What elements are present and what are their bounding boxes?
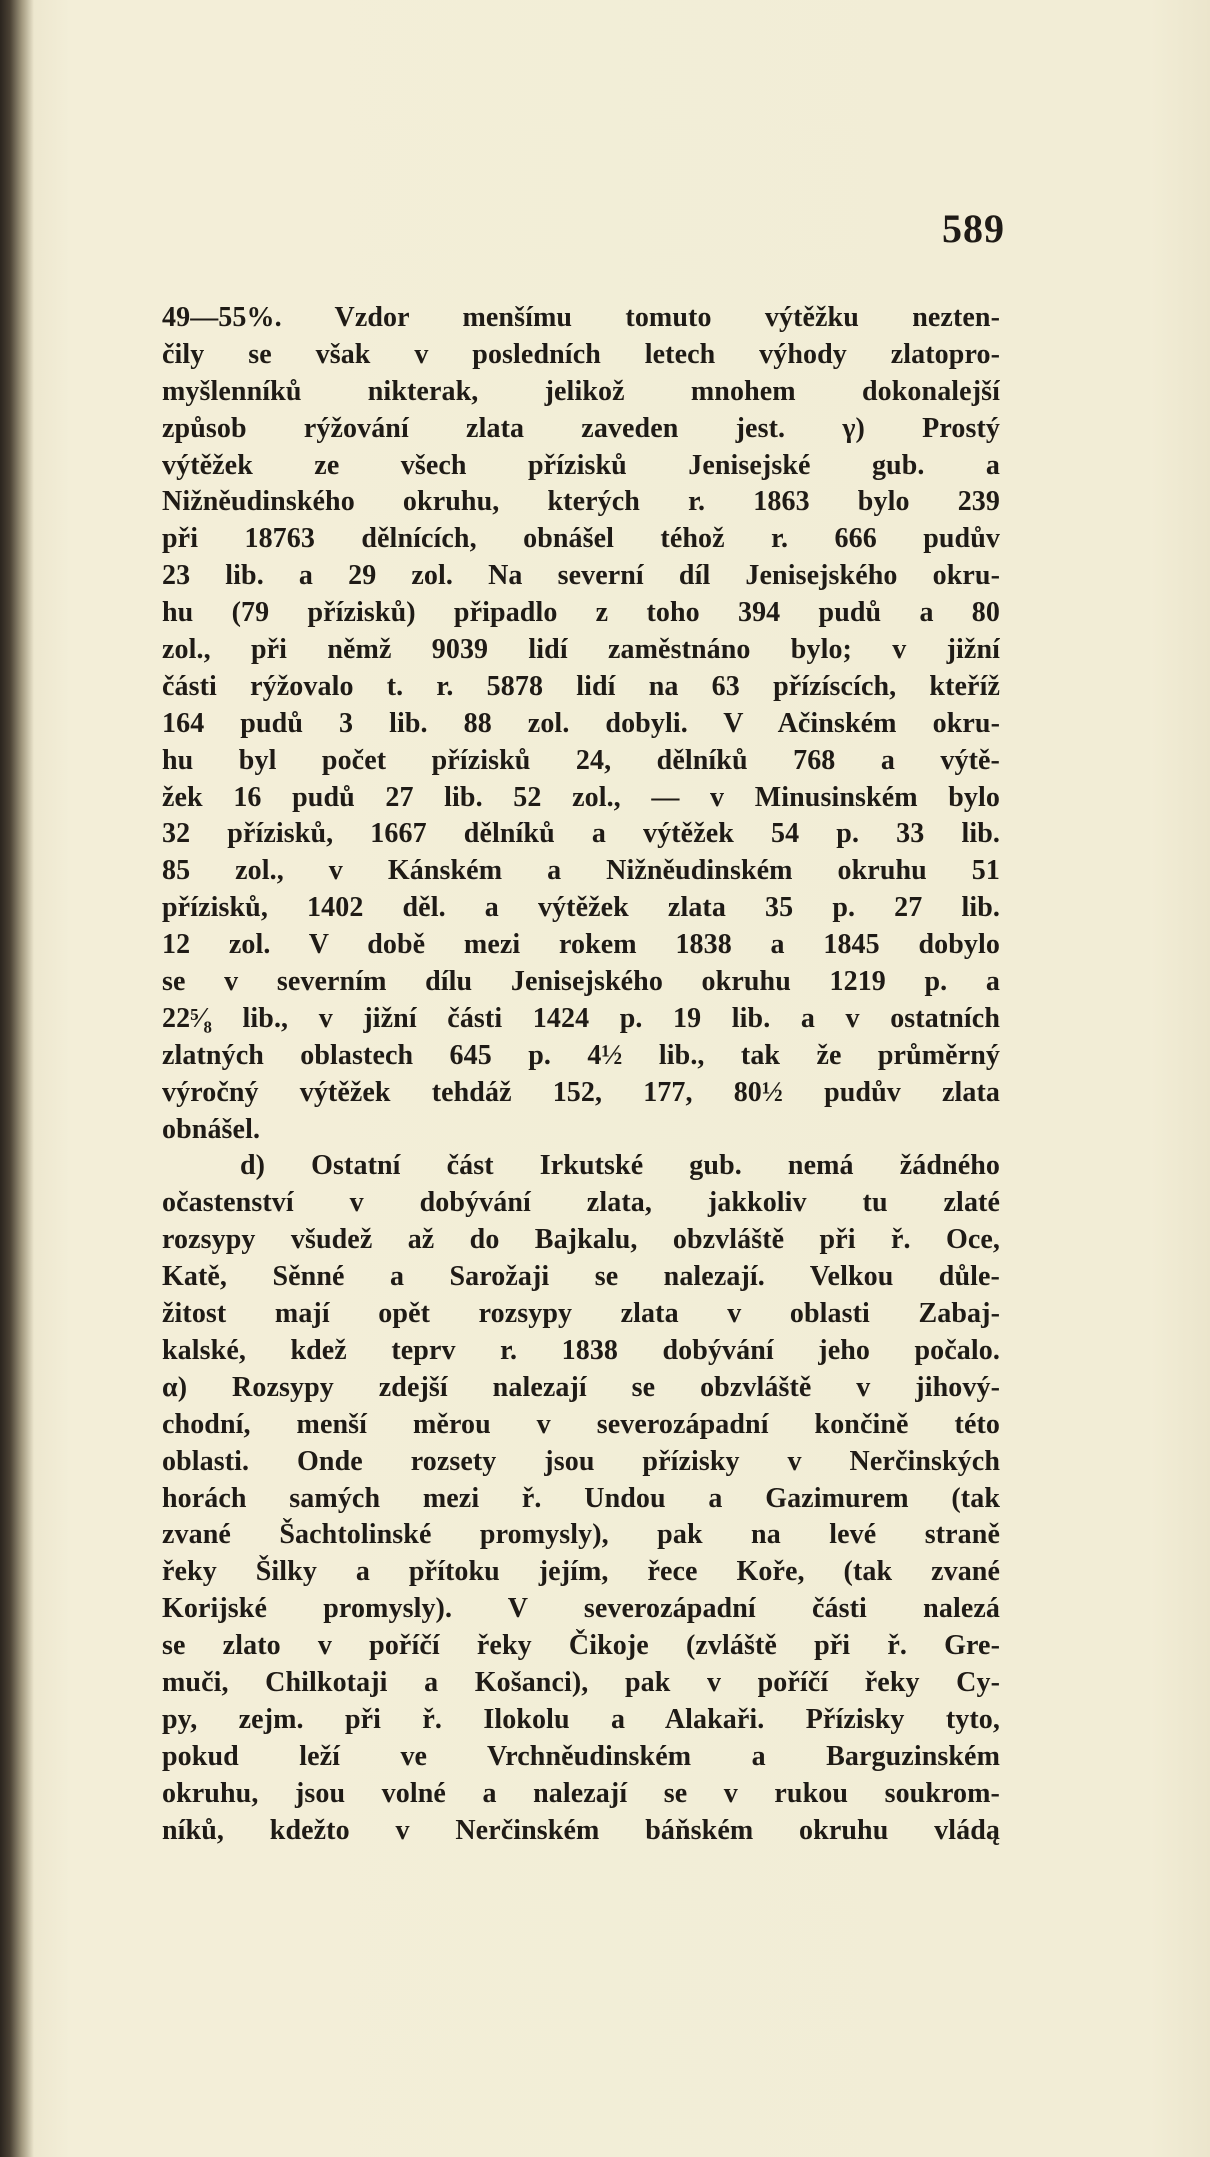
text-line: výtěžek ze všech přízisků Jenisejské gub. a: [162, 449, 1000, 481]
body-text: [162, 300, 1000, 1849]
text-line: se v severním dílu Jenisejského okruhu 1219 p. a: [162, 966, 1000, 998]
text-line: horách samých mezi ř. Undou a Gazimurem (tak: [162, 1482, 1000, 1514]
text-line: očastenství v dobývání zlata, jakkoliv tu zlaté: [162, 1187, 1000, 1219]
text-line: žek 16 pudů 27 lib. 52 zol., — v Minusinském bylo: [162, 781, 1000, 813]
text-line: zlatných oblastech 645 p. 4½ lib., tak že průměrný: [162, 1039, 1000, 1071]
text-line: 22⁵⁄₈ lib., v jižní části 1424 p. 19 lib. a v ostatních: [162, 1002, 1000, 1034]
text-line: 12 zol. V době mezi rokem 1838 a 1845 dobylo: [162, 929, 1000, 961]
text-line: části rýžovalo t. r. 5878 lidí na 63 přízíscích, kteříž: [162, 670, 1000, 702]
text-line: 32 přízisků, 1667 dělníků a výtěžek 54 p. 33 lib.: [162, 818, 1000, 850]
text-line: chodní, menší měrou v severozápadní končině této: [162, 1408, 1000, 1440]
text-line: hu (79 přízisků) připadlo z toho 394 pudů a 80: [162, 597, 1000, 629]
text-line: přízisků, 1402 děl. a výtěžek zlata 35 p. 27 lib.: [162, 892, 1000, 924]
text-line: 85 zol., v Kánském a Nižněudinském okruhu 51: [162, 855, 1000, 887]
text-line: Katě, Sěnné a Sarožaji se nalezají. Velkou důle-: [162, 1261, 1000, 1293]
text-line: Korijské promysly). V severozápadní části nalezá: [162, 1593, 1000, 1625]
text-line: muči, Chilkotaji a Košanci), pak v poříčí řeky Cy-: [162, 1666, 1000, 1698]
text-line: Nižněudinského okruhu, kterých r. 1863 bylo 239: [162, 486, 1000, 518]
text-line: oblasti. Onde rozsety jsou přízisky v Nerčinských: [162, 1445, 1000, 1477]
text-line: 49—55%. Vzdor menšímu tomuto výtěžku nezten-: [162, 302, 1000, 333]
text-line: zvané Šachtolinské promysly), pak na levé straně: [162, 1519, 1000, 1551]
text-line: rozsypy všudež až do Bajkalu, obzvláště při ř. Oce,: [162, 1224, 1000, 1256]
text-line: α) Rozsypy zdejší nalezají se obzvláště v jihový-: [162, 1371, 1000, 1403]
text-line: 23 lib. a 29 zol. Na severní díl Jenisejského okru-: [162, 560, 1000, 592]
paragraph-end-line: obnášel.: [162, 1113, 261, 1145]
text-line: pokud leží ve Vrchněudinském a Barguzinském: [162, 1740, 1000, 1772]
text-line: čily se však v posledních letech výhody zlatopro-: [162, 338, 1000, 370]
text-line: 164 pudů 3 lib. 88 zol. dobyli. V Ačinském okru-: [162, 707, 1000, 739]
text-line: způsob rýžování zlata zaveden jest. γ) Prostý: [162, 412, 1000, 444]
text-line: py, zejm. při ř. Ilokolu a Alakaři. Přízisky tyto,: [162, 1703, 1000, 1735]
text-line: kalské, kdež teprv r. 1838 dobývání jeho počalo.: [162, 1334, 1000, 1366]
text-line: při 18763 dělnících, obnášel téhož r. 666 pudův: [162, 523, 1000, 555]
page-number: 589: [942, 206, 1005, 251]
text-line: okruhu, jsou volné a nalezají se v rukou soukrom-: [162, 1777, 1000, 1809]
book-spine-shadow: [0, 0, 34, 2157]
text-line: hu byl počet přízisků 24, dělníků 768 a výtě-: [162, 744, 1000, 776]
text-line: řeky Šilky a přítoku jejím, řece Koře, (tak zvané: [162, 1556, 1000, 1588]
text-line: zol., při němž 9039 lidí zaměstnáno bylo; v jižní: [162, 634, 1000, 666]
text-line: výročný výtěžek tehdáž 152, 177, 80½ pudův zlata: [162, 1076, 1000, 1108]
paragraph-start-line: d) Ostatní část Irkutské gub. nemá žádného: [240, 1150, 1000, 1182]
text-line: myšlenníků nikterak, jelikož mnohem dokonalejší: [162, 375, 1000, 407]
text-line: žitost mají opět rozsypy zlata v oblasti Zabaj-: [162, 1298, 1000, 1330]
text-line: se zlato v poříčí řeky Čikoje (zvláště při ř. Gre-: [162, 1630, 1000, 1662]
text-line: níků, kdežto v Nerčinském báňském okruhu vládą: [162, 1814, 1000, 1846]
